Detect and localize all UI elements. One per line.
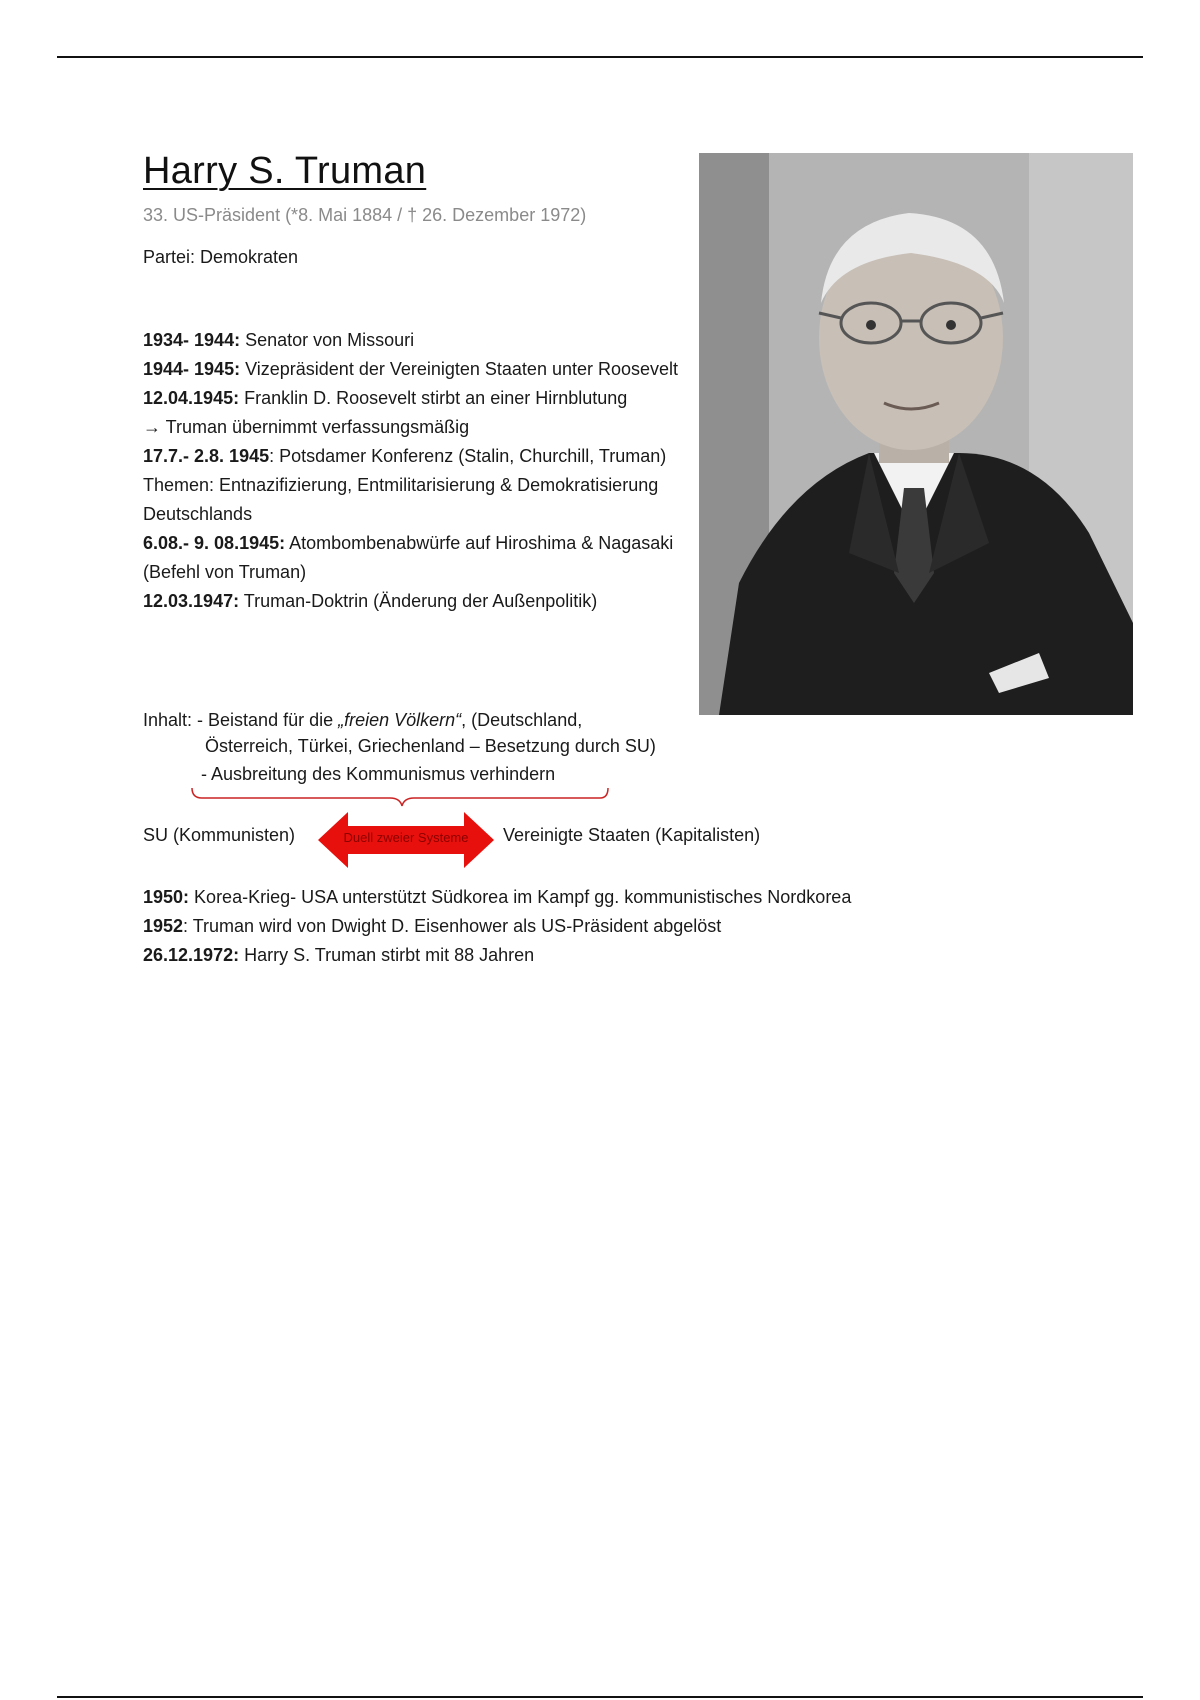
doctrine-content-line3: - Ausbreitung des Kommunismus verhindern [201, 764, 556, 784]
timeline-date: 6.08.- 9. 08.1945: [143, 533, 286, 553]
doctrine-content-prefix: Inhalt: - Beistand für die [143, 710, 339, 730]
timeline-date: 1950: [143, 887, 190, 907]
timeline-entry [143, 912, 851, 941]
page-title: Harry S. Truman [143, 150, 427, 192]
portrait-illustration [699, 153, 1133, 715]
timeline-entry [143, 326, 703, 355]
timeline-entry [143, 413, 703, 442]
duel-label: Duell zweier Systeme [343, 830, 469, 845]
timeline-text: Senator von Missouri [240, 330, 415, 350]
timeline-date: 12.04.1945: [143, 388, 240, 408]
timeline-text: Themen: Entnazifizierung, Entmilitarisierung & Demokratisierung Deutschlands [143, 475, 659, 524]
timeline-text: → Truman übernimmt verfassungsmäßig [143, 417, 470, 437]
timeline [143, 326, 703, 616]
timeline-text: : Truman wird von Dwight D. Eisenhower als US-Präsident abgelöst [183, 916, 722, 936]
header-rule [57, 56, 1143, 58]
timeline-text: Franklin D. Roosevelt stirbt an einer Hirnblutung [239, 388, 628, 408]
timeline-date: 12.03.1947: [143, 591, 240, 611]
timeline-entry [143, 355, 703, 384]
timeline-date: 1934- 1944: [143, 330, 241, 350]
doctrine-content-line2: Österreich, Türkei, Griechenland – Besetzung durch SU) [205, 736, 656, 756]
timeline-entry [143, 883, 851, 912]
portrait-photo [699, 153, 1133, 715]
timeline-text: Truman-Doktrin (Änderung der Außenpolitik) [239, 591, 598, 611]
timeline-entry [143, 384, 703, 413]
timeline-text: Korea-Krieg- USA unterstützt Südkorea im Kampf gg. kommunistisches Nordkorea [189, 887, 852, 907]
timeline-entry [143, 941, 851, 970]
timeline-date: 26.12.1972: [143, 945, 240, 965]
subtitle: 33. US-Präsident (*8. Mai 1884 / † 26. Dezember 1972) [143, 205, 587, 225]
doctrine-content-emphasis: „freien Völkern“ [338, 710, 462, 730]
doctrine-content [143, 706, 582, 735]
timeline-text: : Potsdamer Konferenz (Stalin, Churchill, Truman) [269, 446, 667, 466]
timeline-entry [143, 442, 703, 471]
timeline-date: 17.7.- 2.8. 1945 [143, 446, 270, 466]
united-states-label: Vereinigte Staaten (Kapitalisten) [503, 825, 761, 845]
timeline-entry [143, 529, 703, 587]
timeline-text: Atombombenabwürfe auf Hiroshima & Nagasaki (Befehl von Truman) [143, 533, 674, 582]
soviet-union-label: SU (Kommunisten) [143, 825, 296, 845]
timeline-text: Vizepräsident der Vereinigten Staaten unter Roosevelt [240, 359, 679, 379]
doctrine-content-suffix: , (Deutschland, [461, 710, 583, 730]
timeline-date: 1944- 1945: [143, 359, 241, 379]
party-line: Partei: Demokraten [143, 247, 299, 267]
timeline-entry [143, 587, 703, 616]
timeline-entry [143, 471, 703, 529]
timeline-date: 1952 [143, 916, 184, 936]
curly-brace [190, 786, 610, 808]
footer-rule [57, 1696, 1143, 1698]
later-timeline [143, 883, 851, 970]
timeline-text: Harry S. Truman stirbt mit 88 Jahren [239, 945, 535, 965]
